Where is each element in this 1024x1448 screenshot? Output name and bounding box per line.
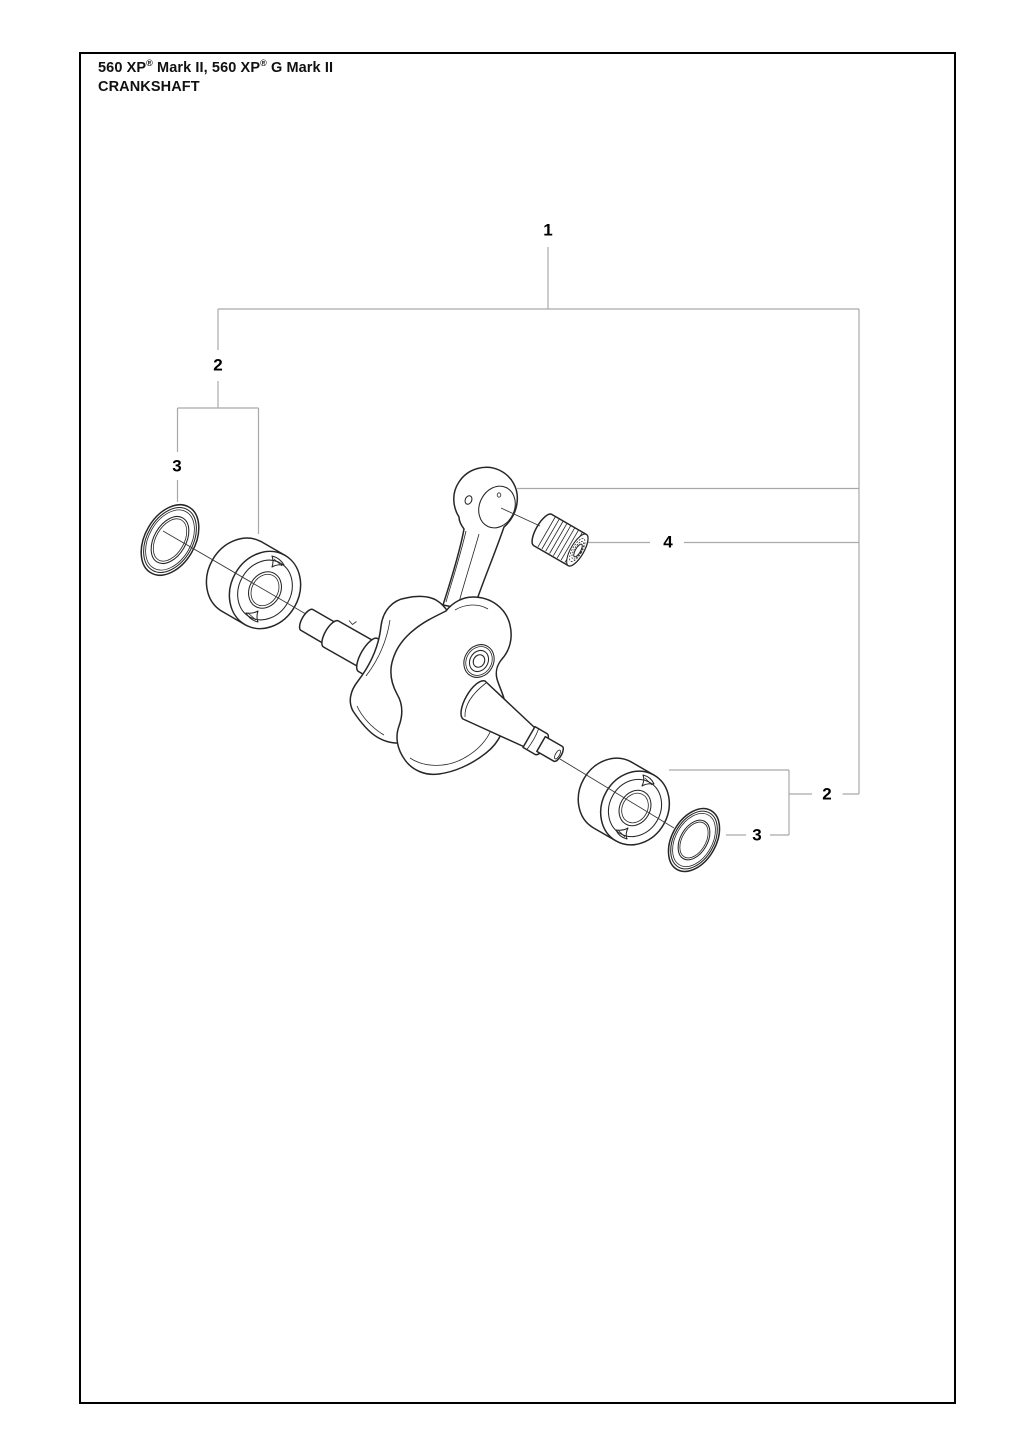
ball-bearing-right <box>578 758 682 857</box>
title-model-b: Mark II, 560 XP <box>152 60 261 76</box>
title-model-a: 560 XP <box>98 60 147 76</box>
callout-label-2-right: 2 <box>822 784 832 804</box>
connecting-rod <box>443 467 522 611</box>
registered-trademark-icon: ® <box>146 58 153 69</box>
callout-label-1: 1 <box>543 220 553 240</box>
callout-label-4: 4 <box>663 532 673 552</box>
registered-trademark-icon: ® <box>260 58 267 69</box>
callout-label-3-left: 3 <box>172 456 182 476</box>
callout-label-2-left: 2 <box>213 355 223 375</box>
needle-bearing <box>528 511 592 569</box>
crankshaft <box>300 467 564 774</box>
title-model-c: G Mark II <box>266 60 334 76</box>
callout-label-3-right: 3 <box>752 825 762 845</box>
ball-bearing-left <box>206 538 314 642</box>
section-title: CRANKSHAFT <box>98 78 200 95</box>
callout-leader-lines <box>178 247 860 835</box>
oil-seal-left <box>129 495 210 586</box>
